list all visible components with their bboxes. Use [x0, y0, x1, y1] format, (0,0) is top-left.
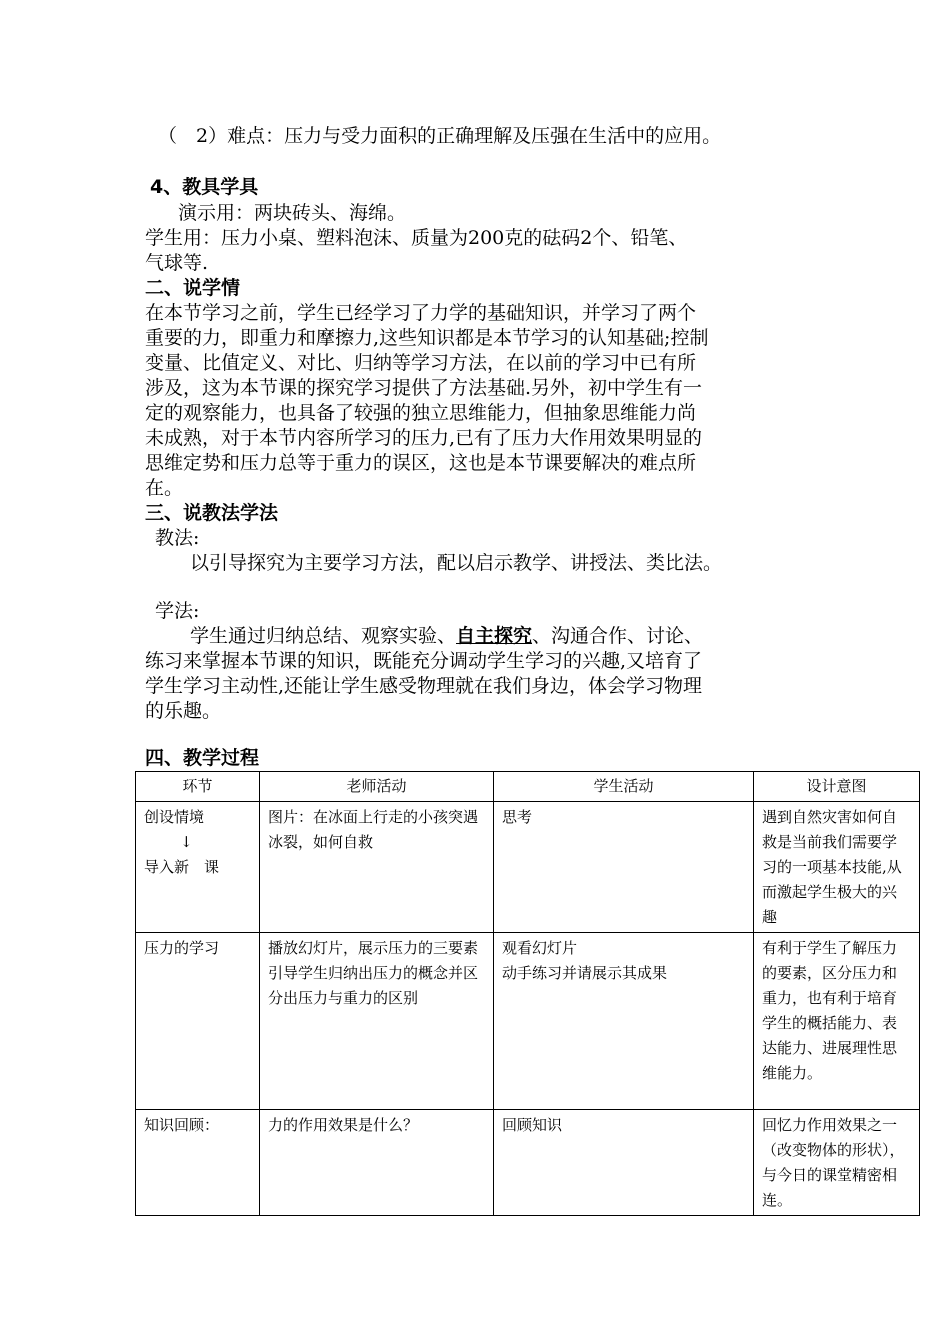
column-header: 设计意图 [754, 772, 920, 802]
teacher-text: 播放幻灯片，展示压力的三要素 [268, 939, 479, 957]
stage-text: 知识回顾： [144, 1116, 220, 1134]
table-row [136, 933, 920, 1110]
intent-text: 回忆力作用效果之一（改变物体的形状），与今日的课堂精密相连。 [762, 1116, 905, 1209]
down-arrow-icon: ↓ [180, 833, 193, 851]
student-tools-line2: 气球等. [145, 252, 209, 274]
learn-post: 、沟通合作、讨论、 [532, 625, 704, 647]
learn-underline: 自主探究 [456, 625, 533, 647]
learn-method-line: 练习来掌握本节课的知识，既能充分调动学生学习的兴趣,又培育了 [145, 650, 703, 672]
table-row [136, 1110, 920, 1216]
difficulty-line: （ 2）难点：压力与受力面积的正确理解及压强在生活中的应用。 [158, 125, 722, 147]
process-table [135, 771, 920, 1216]
student-text: 思考 [502, 808, 533, 826]
intent-cell [754, 802, 920, 933]
table-header-row [136, 772, 920, 802]
learn-method-line1 [190, 624, 860, 649]
student-cell [494, 933, 754, 1110]
teach-method-text: 以引导探究为主要学习方法，配以启示教学、讲授法、类比法。 [190, 552, 723, 574]
xueqing-line: 变量、比值定义、对比、归纳等学习方法，在以前的学习中已有所 [145, 352, 697, 374]
xueqing-heading: 二、说学情 [145, 277, 241, 299]
column-header: 环节 [136, 772, 260, 802]
learn-method-label: 学法: [155, 600, 200, 622]
student-cell [494, 1110, 754, 1216]
process-heading: 四、教学过程 [145, 747, 260, 769]
student-text: 观看幻灯片 [502, 939, 578, 957]
student-text: 回顾知识 [502, 1116, 563, 1134]
teacher-text: 图片：在冰面上行走的小孩突遇冰裂，如何自救 [268, 808, 479, 851]
stage-cell [136, 802, 260, 933]
teacher-cell [260, 1110, 494, 1216]
teacher-text: 力的作用效果是什么？ [268, 1116, 419, 1134]
intent-cell [754, 1110, 920, 1216]
student-text: 动手练习并请展示其成果 [502, 964, 668, 982]
stage-text: 压力的学习 [144, 939, 220, 957]
teacher-cell [260, 933, 494, 1110]
student-cell [494, 802, 754, 933]
learn-pre: 学生通过归纳总结、观察实验、 [190, 625, 457, 647]
intent-text: 有利于学生了解压力的要素，区分压力和重力，也有利于培育学生的概括能力、表达能力、进展理性思维能力。 [762, 939, 898, 1082]
demo-tools: 演示用：两块砖头、海绵。 [178, 202, 407, 224]
teacher-cell [260, 802, 494, 933]
xueqing-line: 在本节学习之前，学生已经学习了力学的基础知识，并学习了两个 [145, 302, 697, 324]
table-row [136, 802, 920, 933]
column-header: 老师活动 [260, 772, 494, 802]
intent-text: 遇到自然灾害如何自救是当前我们需要学习的一项基本技能,从而激起学生极大的兴趣 [762, 808, 902, 926]
intent-cell [754, 933, 920, 1110]
xueqing-line: 涉及，这为本节课的探究学习提供了方法基础.另外，初中学生有一 [145, 377, 703, 399]
xueqing-line: 定的观察能力，也具备了较强的独立思维能力，但抽象思维能力尚 [145, 402, 697, 424]
stage-text: 创设情境 [144, 808, 205, 826]
student-tools-line1: 学生用：压力小桌、塑料泡沫、质量为200克的砝码2个、铅笔、 [145, 227, 688, 249]
xueqing-line: 思维定势和压力总等于重力的误区，这也是本节课要解决的难点所 [145, 452, 697, 474]
stage-cell [136, 1110, 260, 1216]
xueqing-line: 重要的力，即重力和摩擦力,这些知识都是本节学习的认知基础;控制 [145, 327, 709, 349]
teach-method-label: 教法: [155, 527, 200, 549]
section4-heading: 4、教具学具 [150, 176, 259, 198]
stage-text: 导入新 课 [144, 858, 220, 876]
teacher-text: 引导学生归纳出压力的概念并区分出压力与重力的区别 [268, 964, 479, 1007]
xueqing-line: 在。 [145, 477, 184, 499]
jiaofa-heading: 三、说教法学法 [145, 502, 279, 524]
xueqing-line: 未成熟，对于本节内容所学习的压力,已有了压力大作用效果明显的 [145, 427, 703, 449]
column-header: 学生活动 [494, 772, 754, 802]
learn-method-line: 的乐趣。 [145, 700, 222, 722]
stage-cell [136, 933, 260, 1110]
learn-method-line: 学生学习主动性,还能让学生感受物理就在我们身边，体会学习物理 [145, 675, 703, 697]
